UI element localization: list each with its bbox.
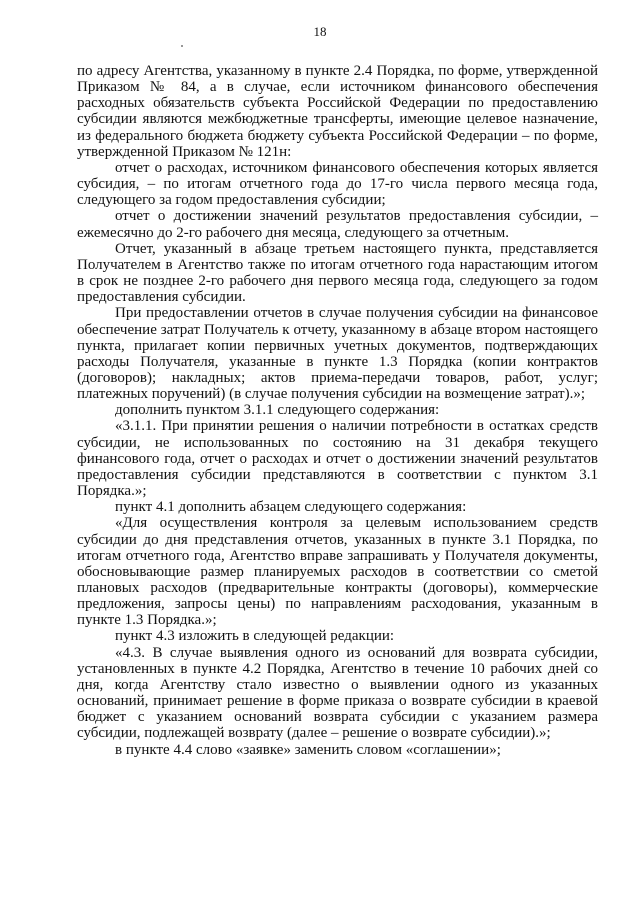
paragraph-control-text: «Для осуществления контроля за целевым использованием средств субсидии до дня представления отчетов, указанных в пункте 3.1 Порядка, по итогам отчетного года, Агентство вправе запрашивать у Получателя документы, обосновывающие размер планируемых расходов в соответствии со сметой плановых расходов (предварительные контракты (договоры), коммерческие предложения, запросы цены) по направлениям расходования, указанным в пункте 1.3 Порядка.»; xyxy=(77,515,598,629)
scan-speck xyxy=(181,45,183,47)
document-body xyxy=(77,63,598,758)
paragraph-add-to-clause-4-1: пункт 4.1 дополнить абзацем следующего содержания: xyxy=(115,499,467,516)
paragraph-add-clause-3-1-1: дополнить пунктом 3.1.1 следующего содержания: xyxy=(115,402,440,419)
paragraph-clause-4-3: «4.3. В случае выявления одного из оснований для возврата субсидии, установленных в пункте 4.2 Порядка, Агентство в течение 10 рабочих дней со дня, когда Агентству стало известно о выявлении одного из указанных оснований, принимает решение в форме приказа о возврате субсидии в краевой бюджет с указанием оснований возврата субсидии с указанием размера субсидии, подлежащей возврату (далее – решение о возврате субсидии).»; xyxy=(77,644,598,742)
paragraph-results-report: отчет о достижении значений результатов предоставления субсидии, – ежемесячно до 2-го рабочего дня месяца, следующего за отчетным. xyxy=(77,208,598,241)
paragraph-clause-3-1-1: «3.1.1. При принятии решения о наличии потребности в остатках средств субсидии, не использованных по состоянию на 31 декабря текущего финансового года, отчет о расходах и отчет о достижении значений результатов предоставления субсидии представляются в соответствии с пунктом 3.1 Порядка.»; xyxy=(77,418,598,500)
page-number: 18 xyxy=(313,24,327,39)
paragraph-submission-address: по адресу Агентства, указанному в пункте 2.4 Порядка, по форме, утвержденной Приказом № 84, а в случае, если источником финансового обеспечения расходных обязательств субъекта Российской Федерации по предоставлению субсидии являются межбюджетные трансферты, имеющие целевое назначение, из федерального бюджета бюджету субъекта Российской Федерации – по форме, утвержденной Приказом № 121н: xyxy=(77,63,598,160)
paragraph-restate-clause-4-3: пункт 4.3 изложить в следующей редакции: xyxy=(115,628,395,645)
paragraph-supporting-documents: При предоставлении отчетов в случае получения субсидии на финансовое обеспечение затрат Получатель к отчету, указанному в абзаце втором настоящего пункта, прилагает копии первичных учетных документов, подтверждающих расходы Получателя, указанные в пункте 1.3 Порядка (копии контрактов (договоров); накладных; актов приема-передачи товаров, работ, услуг; платежных поручений) (в случае получения субсидии на возмещение затрат).»; xyxy=(77,305,598,403)
paragraph-clause-4-4-change: в пункте 4.4 слово «заявке» заменить словом «соглашении»; xyxy=(115,741,501,758)
paragraph-expense-report: отчет о расходах, источником финансового обеспечения которых является субсидия, – по итогам отчетного года до 17-го числа первого месяца года, следующего за годом предоставления субсидии; xyxy=(77,159,598,209)
paragraph-annual-report: Отчет, указанный в абзаце третьем настоящего пункта, представляется Получателем в Агентство также по итогам отчетного года нарастающим итогом в срок не позднее 2-го рабочего дня первого месяца года, следующего за годом предоставления субсидии. xyxy=(77,240,598,306)
